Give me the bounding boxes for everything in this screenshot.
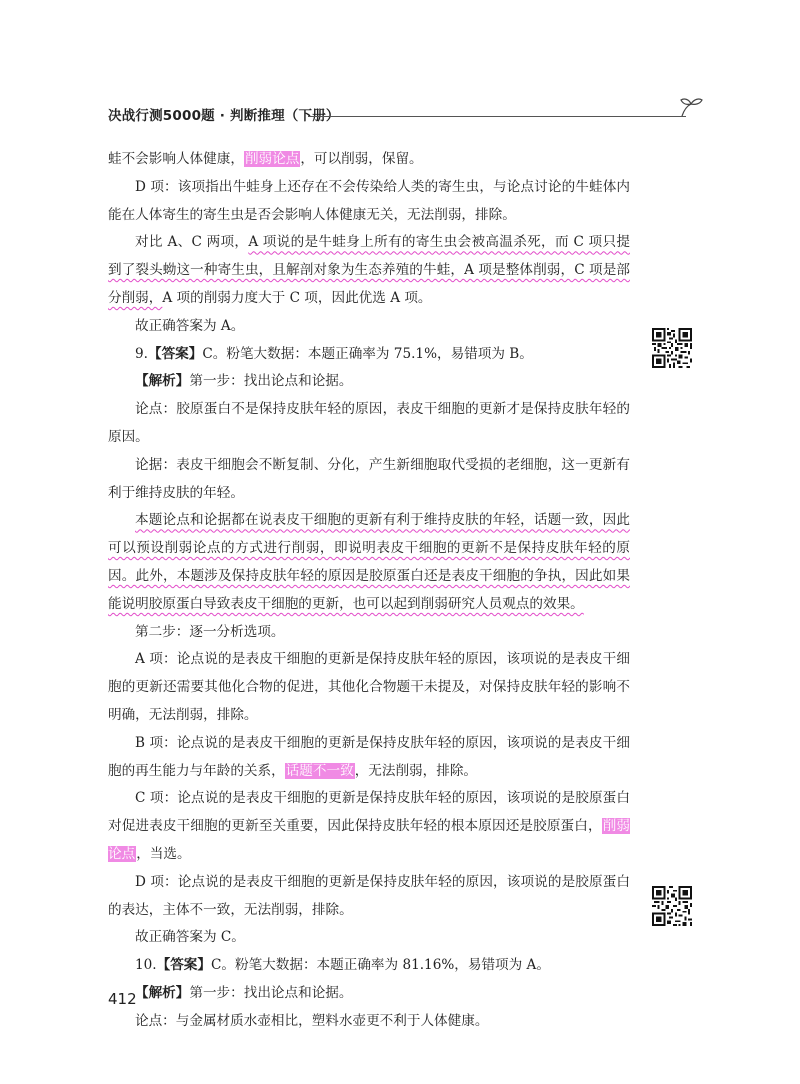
q9-analysis: 【解析】第一步：找出论点和论据。 <box>135 373 353 390</box>
highlight-mark: 削弱论点 <box>244 151 300 167</box>
q9-step2: 第二步：逐一分析选项。 <box>135 623 285 640</box>
book-title: 决战行测5000题 · 判断推理（下册） <box>108 108 340 124</box>
running-header <box>108 104 708 128</box>
q9-option-c: C 项：论点说的是表皮干细胞的更新是保持皮肤年轻的原因，该项说的是胶原蛋白对促进表皮干细胞的更新至关重要，因此保持皮肤年轻的根本原因还是胶原蛋白，削弱论点，当选。 <box>108 790 631 862</box>
wavy-underlined-text: 本题论点和论据都在说表皮干细胞的更新有利于维持皮肤的年轻，话题一致，因此可以预设削弱论点的方式进行削弱，即说明表皮干细胞的更新不是保持皮肤年轻的原因。此外，本题涉及保持皮肤年轻的原因是胶原蛋白还是表皮干细胞的争执，因此如果能说明胶原蛋白导致表皮干细胞的更新，也可以起到削弱研究人员观点的效果。 <box>108 512 630 612</box>
highlight-mark: 话题不一致 <box>285 762 354 779</box>
q10-answer: 10.【答案】C。粉笔大数据：本题正确率为 81.16%，易错项为 A。 <box>135 957 550 974</box>
qr-code-icon[interactable] <box>652 886 692 926</box>
q9-argument: 论点：胶原蛋白不是保持皮肤年轻的原因，表皮干细胞的更新才是保持皮肤年轻的原因。 <box>108 401 630 445</box>
option-d-analysis: D 项：该项指出牛蛙身上还存在不会传染给人类的寄生虫，与论点讨论的牛蛙体内能在人体寄生的寄生虫是否会影响人体健康无关，无法削弱，排除。 <box>108 178 630 223</box>
qr-code-icon[interactable] <box>652 328 692 368</box>
comparison-paragraph: 对比 A、C 两项，A 项说的是牛蛙身上所有的寄生虫会被高温杀死，而 C 项只提到了裂头蚴这一种寄生虫，且解剖对象为生态养殖的牛蛙，A 项是整体削弱，C 项是部分削弱，A 项的削弱力度大于 C 项，因此优选 A 项。 <box>108 234 630 306</box>
q9-discussion <box>108 507 630 618</box>
header-rule <box>308 116 686 117</box>
q9-answer: 9.【答案】C。粉笔大数据：本题正确率为 75.1%，易错项为 B。 <box>135 345 533 362</box>
q9-conclusion: 故正确答案为 C。 <box>135 929 245 946</box>
q10-argument: 论点：与金属材质水壶相比，塑料水壶更不利于人体健康。 <box>135 1012 489 1029</box>
wavy-underlined-text: A 项说的是牛蛙身上所有的寄生虫会被高温杀死，而 C 项只提到了裂头蚴这一种寄生虫，且解剖对象为生态养殖的牛蛙，A 项是整体削弱，C 项是部分削弱， <box>108 234 630 306</box>
page-number: 412 <box>108 990 137 1008</box>
paragraph: 蛙不会影响人体健康，削弱论点，可以削弱，保留。 <box>108 151 423 167</box>
q9-evidence: 论据：表皮干细胞会不断复制、分化，产生新细胞取代受损的老细胞，这一更新有利于维持皮肤的年轻。 <box>108 456 630 501</box>
q9-option-b: B 项：论点说的是表皮干细胞的更新是保持皮肤年轻的原因，该项说的是表皮干细胞的再生能力与年龄的关系，话题不一致，无法削弱，排除。 <box>108 734 630 779</box>
sprout-icon <box>678 96 704 118</box>
highlight-mark: 削弱论点 <box>108 818 631 862</box>
page-body <box>108 146 630 1036</box>
conclusion-q8: 故正确答案为 A。 <box>135 317 245 334</box>
q10-analysis: 【解析】第一步：找出论点和论据。 <box>135 984 353 1001</box>
q9-option-a: A 项：论点说的是表皮干细胞的更新是保持皮肤年轻的原因，该项说的是表皮干细胞的更新还需要其他化合物的促进，其他化合物题干未提及，对保持皮肤年轻的影响不明确，无法削弱，排除。 <box>108 651 630 723</box>
q9-option-d: D 项：论点说的是表皮干细胞的更新是保持皮肤年轻的原因，该项说的是胶原蛋白的表达，主体不一致，无法削弱，排除。 <box>108 873 630 918</box>
